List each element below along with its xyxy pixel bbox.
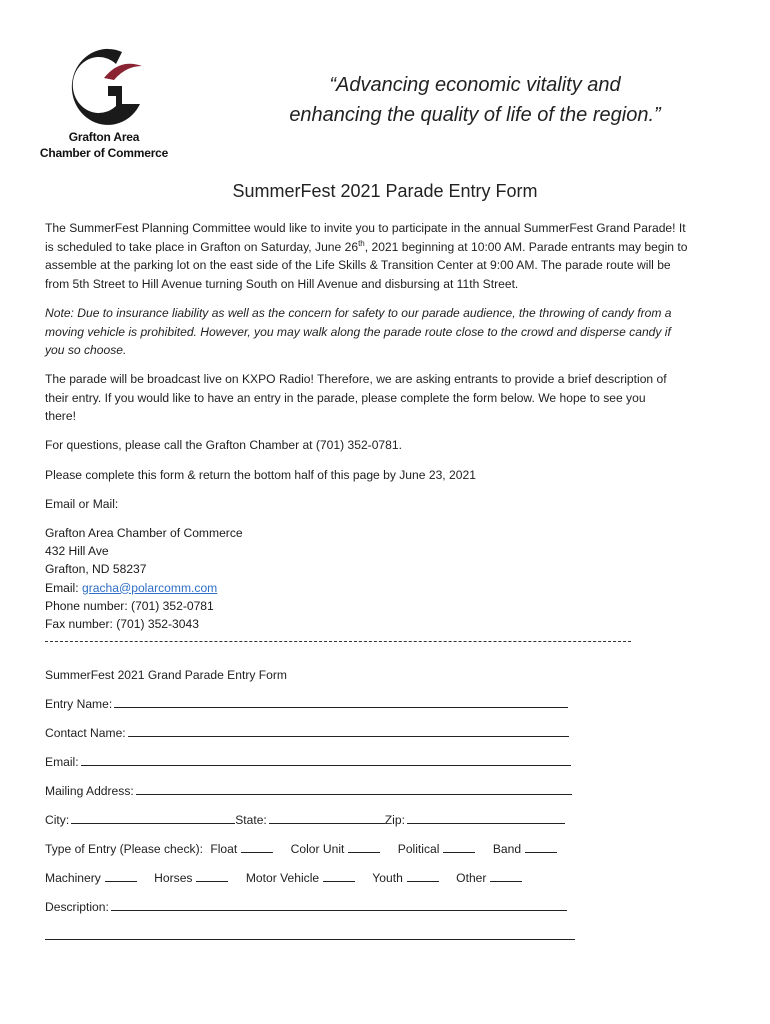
broadcast-line2: their entry. If you would like to have an entry in the parade, please complete the form below. We hope to see you: [45, 390, 646, 405]
mailing-address-field[interactable]: [136, 782, 572, 795]
type-machinery-label: Machinery: [45, 871, 101, 885]
page-title: SummerFest 2021 Parade Entry Form: [232, 181, 538, 201]
type-color-unit-label: Color Unit: [290, 842, 345, 856]
slogan: [250, 70, 700, 130]
zip-label: Zip:: [384, 813, 405, 827]
type-other-checkbox[interactable]: [490, 869, 522, 882]
organization-name: [30, 129, 178, 161]
intro-line2-a: is scheduled to take place in Grafton on Saturday, June 26: [45, 239, 359, 254]
type-float-checkbox[interactable]: [241, 840, 273, 853]
entry-name-row: [45, 695, 568, 713]
intro-line2-sup: th: [358, 238, 365, 248]
questions-text: For questions, please call the Grafton Chamber at (701) 352-0781.: [45, 438, 402, 452]
type-youth-checkbox[interactable]: [407, 869, 439, 882]
description-field-line2[interactable]: [45, 927, 575, 940]
description-row: [45, 898, 567, 916]
type-horses-option: [154, 871, 228, 885]
address-fax: Fax number: (701) 352-3043: [45, 617, 199, 632]
type-youth-label: Youth: [372, 871, 403, 885]
type-horses-label: Horses: [154, 871, 193, 885]
type-political-label: Political: [397, 842, 440, 856]
address-email-label: Email:: [45, 580, 82, 595]
intro-line2: [45, 238, 735, 257]
state-field[interactable]: [269, 811, 385, 824]
email-label: Email:: [45, 755, 79, 769]
email-field[interactable]: [81, 753, 571, 766]
entry-name-label: Entry Name:: [45, 697, 113, 711]
address-email-line: [45, 579, 243, 597]
type-political-option: [398, 842, 476, 856]
zip-field[interactable]: [407, 811, 565, 824]
note-line1: Note: Due to insurance liability as well as the concern for safety to our parade audience, the throwing of candy from a: [45, 306, 672, 320]
address-block: [45, 524, 243, 633]
city-field[interactable]: [71, 811, 235, 824]
email-or-mail-label: Email or Mail:: [45, 497, 119, 511]
type-machinery-checkbox[interactable]: [105, 869, 137, 882]
return-note: Please complete this form & return the bottom half of this page by June 23, 2021: [45, 468, 476, 482]
type-youth-option: [372, 871, 439, 885]
note-paragraph: [45, 304, 735, 360]
slogan-line1: “Advancing economic vitality and: [329, 74, 621, 96]
chamber-logo-icon: [64, 44, 144, 130]
type-motor-vehicle-label: Motor Vehicle: [245, 871, 320, 885]
intro-line3: assemble at the parking lot on the east side of the Life Skills & Transition Center at 9:00 AM. The parade route will be: [45, 258, 671, 272]
address-street: 432 Hill Ave: [45, 544, 109, 559]
entry-type-row2: [45, 869, 522, 887]
type-band-option: [493, 842, 557, 856]
type-color-unit-checkbox[interactable]: [348, 840, 380, 853]
type-color-unit-option: [291, 842, 381, 856]
org-name-line2: Chamber of Commerce: [39, 146, 169, 160]
description-label: Description:: [45, 900, 109, 914]
broadcast-line1: The parade will be broadcast live on KXPO Radio! Therefore, we are asking entrants to provide a brief description of: [45, 372, 667, 386]
type-other-option: [456, 871, 522, 885]
intro-line2-b: , 2021 beginning at 10:00 AM. Parade entrants may begin to: [364, 239, 688, 254]
type-motor-vehicle-option: [246, 871, 355, 885]
entry-type-label: Type of Entry (Please check):: [45, 842, 203, 856]
type-political-checkbox[interactable]: [443, 840, 475, 853]
type-band-label: Band: [492, 842, 522, 856]
note-line2: moving vehicle is prohibited. However, you may walk along the parade route close to the crowd and disperse candy if: [45, 324, 671, 339]
entry-name-field[interactable]: [114, 695, 568, 708]
slogan-line2: enhancing the quality of life of the region.”: [289, 104, 661, 126]
type-motor-vehicle-checkbox[interactable]: [323, 869, 355, 882]
description-row2: [45, 927, 575, 945]
org-name-line1: Grafton Area: [68, 130, 140, 144]
type-band-checkbox[interactable]: [525, 840, 557, 853]
contact-name-label: Contact Name:: [45, 726, 126, 740]
broadcast-paragraph: [45, 370, 735, 426]
address-name: Grafton Area Chamber of Commerce: [45, 526, 243, 540]
city-label: City:: [45, 813, 70, 827]
description-field[interactable]: [111, 898, 567, 911]
entry-type-row1: [45, 840, 557, 858]
type-float-option: [210, 842, 273, 856]
intro-paragraph: [45, 219, 735, 293]
contact-name-row: [45, 724, 569, 742]
note-line3: you so choose.: [45, 343, 127, 357]
address-city: Grafton, ND 58237: [45, 562, 147, 577]
state-label: State:: [235, 813, 267, 827]
form-heading: SummerFest 2021 Grand Parade Entry Form: [45, 668, 287, 682]
email-link[interactable]: gracha@polarcomm.com: [81, 580, 218, 595]
intro-line1: The SummerFest Planning Committee would like to invite you to participate in the annual SummerFest Grand Parade! It: [45, 221, 686, 235]
intro-line4: from 5th Street to Hill Avenue turning South on Hill Avenue and disbursing at 11th Street.: [45, 276, 519, 291]
email-row: [45, 753, 571, 771]
broadcast-line3: there!: [45, 409, 76, 423]
type-float-label: Float: [210, 842, 238, 856]
address-phone: Phone number: (701) 352-0781: [45, 598, 214, 613]
type-other-label: Other: [456, 871, 487, 885]
mailing-address-row: [45, 782, 572, 800]
contact-name-field[interactable]: [128, 724, 569, 737]
cut-line-separator: [45, 641, 631, 642]
type-horses-checkbox[interactable]: [196, 869, 228, 882]
mailing-address-label: Mailing Address:: [45, 784, 134, 798]
city-state-zip-row: [45, 811, 565, 829]
type-machinery-option: [45, 871, 137, 885]
